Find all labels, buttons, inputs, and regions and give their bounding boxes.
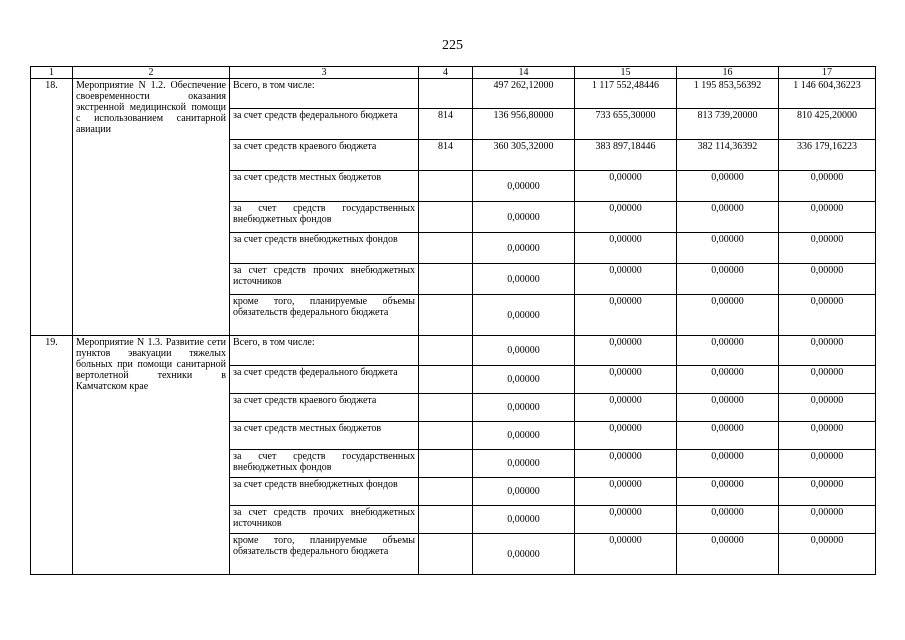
funding-source: за счет средств внебюджетных фондов (230, 233, 419, 264)
year-value: 0,00000 (779, 202, 876, 233)
header-cell: 17 (779, 67, 876, 79)
year-value: 0,00000 (575, 534, 677, 575)
year-value: 0,00000 (575, 202, 677, 233)
budget-code: 814 (419, 109, 473, 140)
row-number: 18. (31, 79, 73, 336)
page-number: 225 (442, 38, 463, 53)
year-value: 0,00000 (677, 422, 779, 450)
year-value: 0,00000 (677, 336, 779, 366)
year-value: 0,00000 (779, 336, 876, 366)
year-value: 0,00000 (473, 295, 575, 336)
funding-source: за счет средств краевого бюджета (230, 394, 419, 422)
activity-name: Мероприятие N 1.3. Развитие сети пунктов эвакуации тяжелых больных при помощи санитарной вертолетной техники в Камчатском крае (73, 336, 230, 575)
year-value: 0,00000 (473, 171, 575, 202)
budget-code (419, 450, 473, 478)
year-value: 810 425,20000 (779, 109, 876, 140)
budget-code (419, 478, 473, 506)
year-value: 0,00000 (575, 478, 677, 506)
year-value: 0,00000 (575, 506, 677, 534)
year-value: 0,00000 (473, 366, 575, 394)
year-value: 1 195 853,56392 (677, 79, 779, 109)
year-value: 0,00000 (473, 450, 575, 478)
budget-code (419, 264, 473, 295)
year-value: 0,00000 (779, 422, 876, 450)
year-value: 0,00000 (575, 171, 677, 202)
year-value: 360 305,32000 (473, 140, 575, 171)
header-cell: 14 (473, 67, 575, 79)
year-value: 813 739,20000 (677, 109, 779, 140)
year-value: 383 897,18446 (575, 140, 677, 171)
budget-code (419, 422, 473, 450)
budget-code (419, 79, 473, 109)
table-row (31, 336, 876, 366)
activity-name: Мероприятие N 1.2. Обеспечение своевременности оказания экстренной медицинской помощи с использованием санитарной авиации (73, 79, 230, 336)
table-body (31, 67, 876, 575)
funding-source: за счет средств государственных внебюджетных фондов (230, 202, 419, 233)
year-value: 497 262,12000 (473, 79, 575, 109)
year-value: 1 117 552,48446 (575, 79, 677, 109)
year-value: 0,00000 (779, 534, 876, 575)
funding-source: за счет средств государственных внебюджетных фондов (230, 450, 419, 478)
year-value: 0,00000 (677, 171, 779, 202)
funding-source: кроме того, планируемые объемы обязательств федерального бюджета (230, 295, 419, 336)
funding-source: Всего, в том числе: (230, 336, 419, 366)
year-value: 0,00000 (473, 202, 575, 233)
year-value: 0,00000 (473, 534, 575, 575)
header-cell: 16 (677, 67, 779, 79)
budget-code (419, 233, 473, 264)
year-value: 382 114,36392 (677, 140, 779, 171)
year-value: 0,00000 (677, 295, 779, 336)
year-value: 0,00000 (473, 478, 575, 506)
funding-source: за счет средств краевого бюджета (230, 140, 419, 171)
budget-code (419, 171, 473, 202)
year-value: 0,00000 (575, 264, 677, 295)
year-value: 0,00000 (677, 394, 779, 422)
year-value: 0,00000 (779, 366, 876, 394)
funding-source: за счет средств местных бюджетов (230, 171, 419, 202)
row-number: 19. (31, 336, 73, 575)
year-value: 0,00000 (779, 295, 876, 336)
year-value: 0,00000 (473, 506, 575, 534)
header-cell: 3 (230, 67, 419, 79)
year-value: 0,00000 (779, 171, 876, 202)
funding-source: за счет средств прочих внебюджетных источников (230, 264, 419, 295)
year-value: 0,00000 (779, 394, 876, 422)
year-value: 0,00000 (575, 394, 677, 422)
header-cell: 1 (31, 67, 73, 79)
year-value: 336 179,16223 (779, 140, 876, 171)
budget-code (419, 336, 473, 366)
budget-code (419, 394, 473, 422)
year-value: 0,00000 (473, 264, 575, 295)
year-value: 1 146 604,36223 (779, 79, 876, 109)
year-value: 0,00000 (575, 450, 677, 478)
year-value: 0,00000 (575, 295, 677, 336)
year-value: 0,00000 (575, 336, 677, 366)
header-cell: 4 (419, 67, 473, 79)
year-value: 0,00000 (677, 366, 779, 394)
budget-table (30, 66, 876, 575)
budget-code (419, 366, 473, 394)
year-value: 0,00000 (779, 264, 876, 295)
year-value: 0,00000 (677, 506, 779, 534)
year-value: 0,00000 (473, 394, 575, 422)
year-value: 0,00000 (575, 366, 677, 394)
funding-source: за счет средств местных бюджетов (230, 422, 419, 450)
year-value: 0,00000 (677, 534, 779, 575)
year-value: 0,00000 (575, 233, 677, 264)
header-row (31, 67, 876, 79)
funding-source: за счет средств внебюджетных фондов (230, 478, 419, 506)
year-value: 0,00000 (779, 506, 876, 534)
year-value: 733 655,30000 (575, 109, 677, 140)
table-row (31, 79, 876, 109)
funding-source: за счет средств федерального бюджета (230, 366, 419, 394)
year-value: 0,00000 (779, 478, 876, 506)
budget-code (419, 295, 473, 336)
year-value: 136 956,80000 (473, 109, 575, 140)
year-value: 0,00000 (575, 422, 677, 450)
funding-source: за счет средств прочих внебюджетных источников (230, 506, 419, 534)
funding-source: кроме того, планируемые объемы обязательств федерального бюджета (230, 534, 419, 575)
year-value: 0,00000 (473, 233, 575, 264)
year-value: 0,00000 (677, 450, 779, 478)
year-value: 0,00000 (677, 202, 779, 233)
year-value: 0,00000 (677, 264, 779, 295)
budget-code (419, 202, 473, 233)
year-value: 0,00000 (473, 422, 575, 450)
header-cell: 15 (575, 67, 677, 79)
budget-code (419, 534, 473, 575)
funding-source: Всего, в том числе: (230, 79, 419, 109)
year-value: 0,00000 (677, 233, 779, 264)
year-value: 0,00000 (677, 478, 779, 506)
budget-code (419, 506, 473, 534)
year-value: 0,00000 (779, 450, 876, 478)
year-value: 0,00000 (473, 336, 575, 366)
year-value: 0,00000 (779, 233, 876, 264)
budget-code: 814 (419, 140, 473, 171)
funding-source: за счет средств федерального бюджета (230, 109, 419, 140)
header-cell: 2 (73, 67, 230, 79)
